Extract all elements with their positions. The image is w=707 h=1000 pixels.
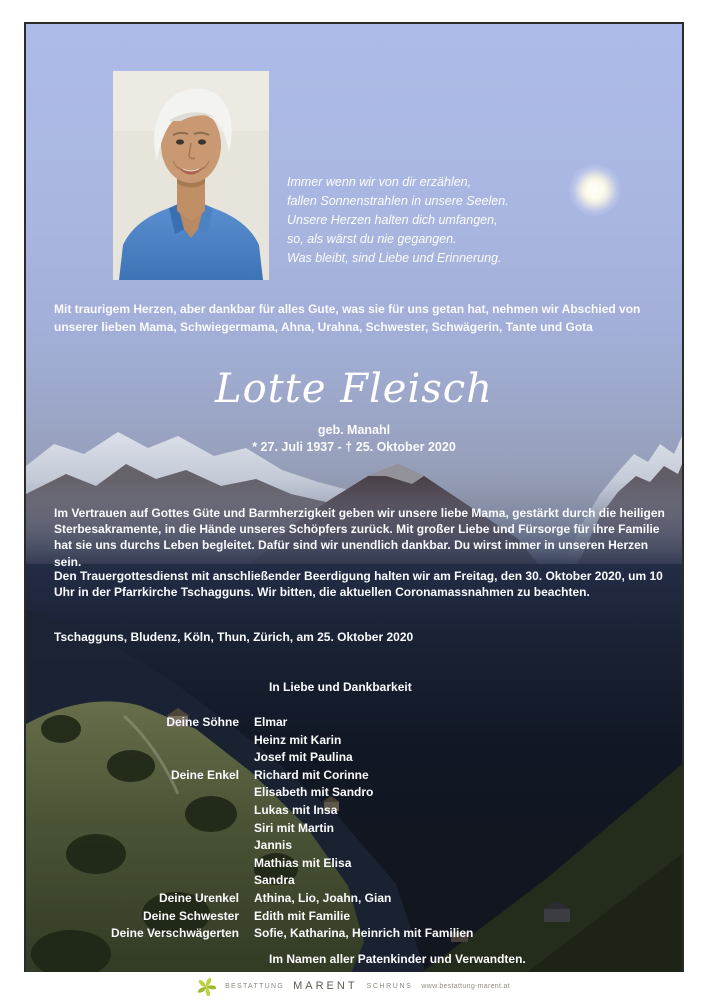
poem-line: Immer wenn wir von dir erzählen, — [287, 175, 472, 189]
paragraph-trust: Im Vertrauen auf Gottes Güte und Barmherzigkeit geben wir unsere liebe Mama, gestärkt durch die heiligen Sterbesakramente, in die Hände unseres Schöpfers zurück. Mit großer Liebe und Fürsorge für ihre Familie hat sie uns durchs Leben begleitet. Dafür sind wir unendlich dankbar. Du wirst immer in unseren Herzen sein. — [54, 506, 665, 569]
family-row — [54, 855, 664, 873]
life-dates: * 27. Juli 1937 - † 25. Oktober 2020 — [252, 440, 456, 454]
family-relation-label — [54, 749, 254, 767]
family-row — [54, 749, 664, 767]
family-row — [54, 732, 664, 750]
funeral-home-footer — [0, 972, 707, 1000]
closing-line: Im Namen aller Patenkinder und Verwandten. — [269, 952, 526, 966]
family-relation-label: Deine Urenkel — [158, 890, 239, 905]
maiden-name: geb. Manahl — [317, 423, 391, 437]
family-row — [54, 802, 664, 820]
family-row — [54, 890, 664, 908]
family-relation-label — [54, 802, 254, 820]
family-relation-label — [54, 855, 254, 873]
family-names: Josef mit Paulina — [254, 750, 353, 765]
family-list — [54, 714, 664, 943]
footer-location: SCHRUNS — [366, 982, 413, 990]
marent-logo-icon — [197, 977, 216, 996]
family-relation-label — [54, 732, 254, 750]
family-names: Siri mit Martin — [254, 820, 335, 835]
footer-company-name: MARENT — [293, 980, 358, 992]
family-row — [54, 925, 664, 943]
family-row — [54, 908, 664, 926]
intro-paragraph: Mit traurigem Herzen, aber dankbar für alles Gute, was sie für uns getan hat, nehmen wir Abschied von unserer lieben Mama, Schwiegermama, Ahna, Urahna, Schwester, Schwägerin, Tante und Gota — [54, 302, 641, 334]
poem-line: Was bleibt, sind Liebe und Erinnerung. — [287, 251, 502, 265]
family-names: Sandra — [254, 873, 295, 888]
family-names: Richard mit Corinne — [254, 767, 369, 782]
memorial-poem — [287, 173, 587, 268]
family-names: Athina, Lio, Joahn, Gian — [254, 890, 392, 905]
family-relation-label — [54, 784, 254, 802]
portrait-illustration — [113, 71, 269, 280]
family-names: Elisabeth mit Sandro — [254, 785, 374, 800]
family-row — [54, 837, 664, 855]
deceased-name: Lotte Fleisch — [215, 366, 493, 412]
family-relation-label: Deine Schwester — [142, 908, 239, 923]
gratitude-line: In Liebe und Dankbarkeit — [269, 680, 412, 694]
family-row — [54, 872, 664, 890]
memorial-card — [24, 22, 684, 975]
family-row — [54, 714, 664, 732]
poem-line: Unsere Herzen halten dich umfangen, — [287, 213, 498, 227]
family-names: Mathias mit Elisa — [254, 855, 352, 870]
family-row — [54, 820, 664, 838]
family-row — [54, 784, 664, 802]
family-row — [54, 767, 664, 785]
family-relation-label: Deine Verschwägerten — [110, 926, 239, 941]
family-names: Lukas mit Insa — [254, 802, 338, 817]
footer-website: www.bestattung-marent.at — [421, 982, 510, 990]
family-relation-label — [54, 820, 254, 838]
family-names: Heinz mit Karin — [254, 732, 342, 747]
portrait-photo — [113, 71, 269, 280]
family-names: Edith mit Familie — [254, 908, 351, 923]
poem-line: so, als wärst du nie gegangen. — [287, 232, 457, 246]
family-relation-label — [54, 872, 254, 890]
family-names: Jannis — [254, 838, 293, 853]
poem-line: fallen Sonnenstrahlen in unsere Seelen. — [287, 194, 509, 208]
family-names: Elmar — [254, 715, 288, 729]
footer-company-type: BESTATTUNG — [225, 982, 285, 990]
paragraph-service: Den Trauergottesdienst mit anschließender Beerdigung halten wir am Freitag, den 30. Oktober 2020, um 10 Uhr in der Pfarrkirche Tschagguns. Wir bitten, die aktuellen Coronamassnahmen zu beachten. — [54, 569, 663, 600]
places-and-date: Tschagguns, Bludenz, Köln, Thun, Zürich, am 25. Oktober 2020 — [54, 630, 414, 644]
family-names: Sofie, Katharina, Heinrich mit Familien — [254, 926, 474, 941]
family-relation-label — [54, 837, 254, 855]
family-relation-label: Deine Enkel — [170, 767, 239, 782]
family-relation-label: Deine Söhne — [166, 715, 239, 729]
